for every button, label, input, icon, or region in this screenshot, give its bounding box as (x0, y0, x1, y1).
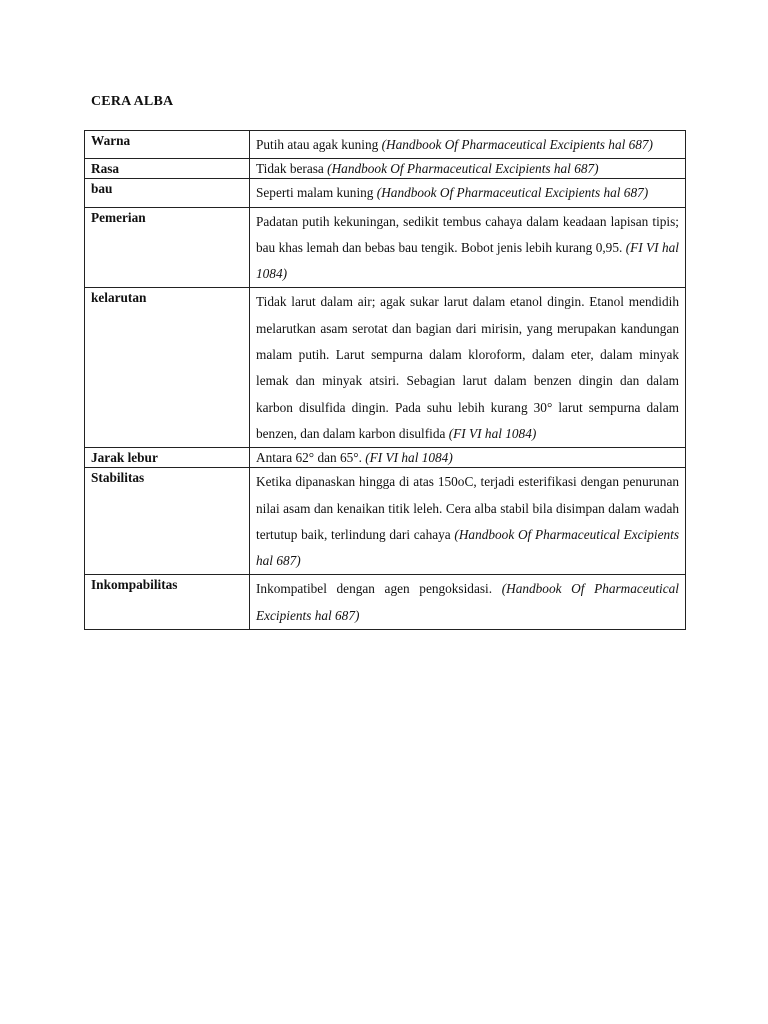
table-row (85, 448, 686, 468)
row-label: kelarutan (85, 288, 250, 448)
row-text: Tidak larut dalam air; agak sukar larut dalam etanol dingin. Etanol mendidih melarutkan asam serotat dan bagian dari mirisin, yang merupakan kandungan malam putih. Larut sempurna dalam kloroform, dalam eter, dalam minyak lemak dan minyak atsiri. Sebagian larut dalam benzen dingin dan dalam karbon disulfida dingin. Pada suhu lebih kurang 30° larut sempurna dalam benzen, dan dalam karbon disulfida (256, 294, 679, 441)
row-text: Seperti malam kuning (256, 185, 377, 201)
row-label: Warna (85, 131, 250, 159)
row-value (250, 288, 686, 448)
row-reference: (Handbook Of Pharmaceutical Excipients hal 687) (376, 185, 649, 201)
row-value (250, 448, 686, 468)
row-label: Inkompabilitas (85, 575, 250, 630)
row-label: Jarak lebur (85, 448, 250, 468)
properties-table (84, 130, 686, 630)
row-value (250, 159, 686, 179)
row-text: Putih atau agak kuning (256, 137, 382, 152)
row-value (250, 468, 686, 575)
row-reference: (FI VI hal 1084) (365, 450, 453, 466)
row-value (250, 575, 686, 630)
table-row (85, 288, 686, 448)
row-reference: (FI VI hal 1084) (448, 425, 537, 441)
row-text: Antara 62° dan 65°. (256, 450, 366, 466)
row-label: Stabilitas (85, 468, 250, 575)
row-reference: (FI VI hal 1084) (256, 239, 679, 282)
row-value (250, 179, 686, 207)
row-reference: (Handbook Of Pharmaceutical Excipients hal 687) (327, 161, 599, 177)
row-value (250, 207, 686, 288)
table-row (85, 207, 686, 288)
table-row (85, 575, 686, 630)
row-text: Padatan putih kekuningan, sedikit tembus cahaya dalam keadaan lapisan tipis; bau khas lemah dan bebas bau tengik. Bobot jenis lebih kurang 0,95. (256, 213, 679, 255)
table-row (85, 159, 686, 179)
row-reference: (Handbook Of Pharmaceutical Excipients hal 687) (256, 526, 679, 569)
row-label: Rasa (85, 159, 250, 179)
row-label: bau (85, 179, 250, 207)
table-row (85, 468, 686, 575)
table-row (85, 179, 686, 207)
row-label: Pemerian (85, 207, 250, 288)
table-row (85, 131, 686, 159)
row-text: Tidak berasa (256, 161, 328, 177)
row-reference: (Handbook Of Pharmaceutical Excipients hal 687) (381, 137, 653, 152)
row-text: Inkompatibel dengan agen pengoksidasi. (256, 581, 502, 597)
row-reference: (Handbook Of Pharmaceutical Excipients hal 687) (256, 581, 680, 623)
row-text: Ketika dipanaskan hingga di atas 150oC, terjadi esterifikasi dengan penurunan nilai asam dan kenaikan titik leleh. Cera alba stabil bila disimpan dalam wadah tertutup baik, terlindung dari cahaya (256, 474, 679, 542)
document-title: CERA ALBA (91, 94, 174, 109)
row-value (250, 131, 686, 159)
